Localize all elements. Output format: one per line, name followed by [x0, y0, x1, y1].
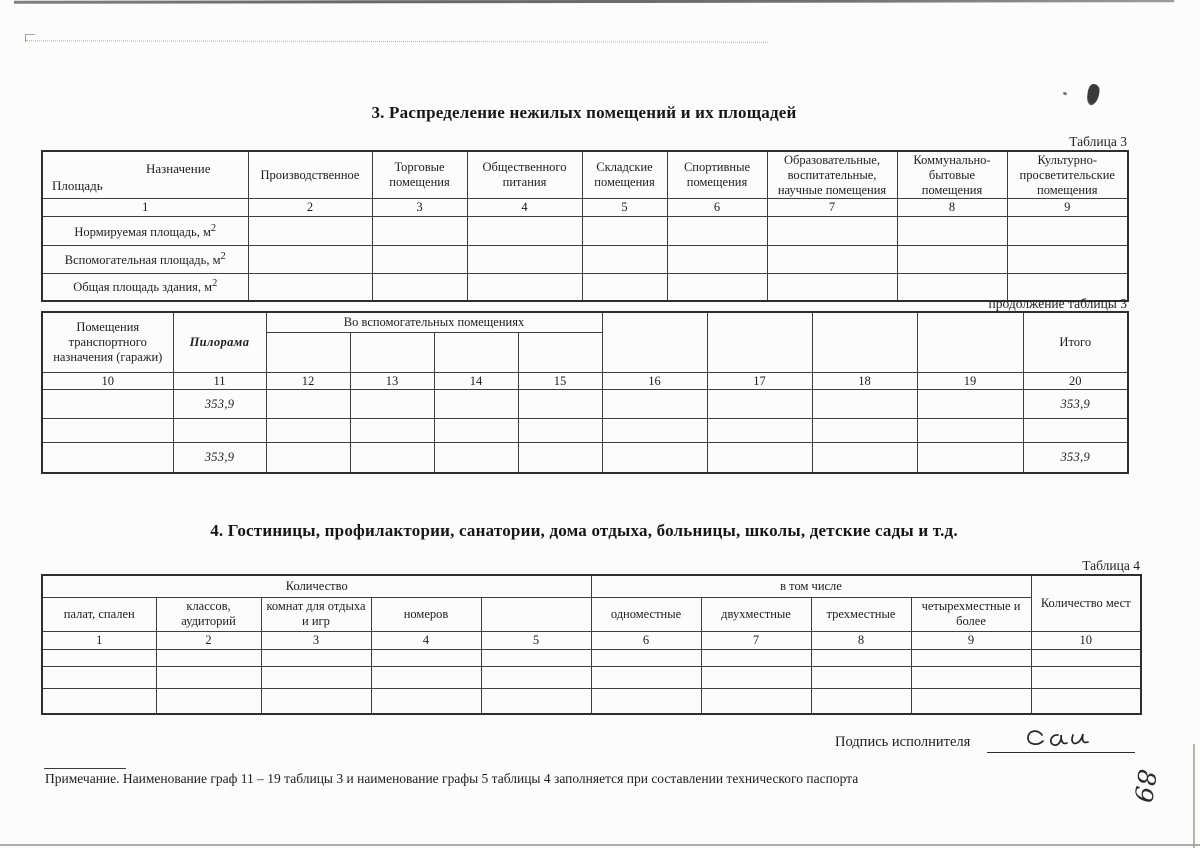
t3c-empty-cell: [42, 443, 173, 473]
t3-col-number: 4: [467, 199, 582, 217]
t3-col-number: 2: [248, 199, 372, 217]
t4-col-number: 2: [156, 631, 261, 649]
t3c-empty-cell: [707, 419, 812, 443]
t3c-total-header: Итого: [1023, 312, 1128, 372]
table3-distribution: [41, 150, 1129, 302]
t3-empty-cell: [582, 217, 667, 246]
t3c-empty-cell: [350, 443, 434, 473]
ink-blot-mark: [1087, 83, 1101, 104]
corner-purpose-label: Назначение: [146, 160, 211, 176]
t4-empty-cell: [1031, 649, 1141, 666]
corner-header-cell: [42, 151, 248, 199]
t4-sub-header: четырехместные и более: [911, 597, 1031, 631]
row-label-sup: 2: [210, 222, 217, 234]
t4-col-number: 9: [911, 631, 1031, 649]
t4-col-number: 7: [701, 631, 811, 649]
t3c-empty-cell: [518, 443, 602, 473]
handwritten-page-number: 89: [1127, 767, 1162, 806]
t3-col-number: 3: [372, 199, 467, 217]
t3-empty-cell: [467, 246, 582, 274]
t3-col-header: Спортивные помещения: [667, 151, 767, 199]
t3c-empty-cell: [42, 390, 173, 419]
t3c-total-value: 353,9: [1023, 390, 1128, 419]
t3c-empty-cell: [266, 390, 350, 419]
t3c-empty-cell: [917, 443, 1023, 473]
t3c-col-number: 20: [1023, 372, 1128, 390]
t4-places-header: Количество мест: [1031, 575, 1141, 631]
t3c-pilorama-header: Пилорама: [173, 312, 266, 372]
scan-corner-mark-artifact: [25, 34, 35, 42]
scan-bottom-edge-artifact: [0, 844, 1200, 846]
t3-empty-cell: [767, 246, 897, 274]
t3c-empty-cell: [812, 443, 917, 473]
t4-empty-cell: [42, 688, 156, 714]
t4-empty-cell: [261, 666, 371, 688]
t4-sub-header: комнат для отдыха и игр: [261, 597, 371, 631]
t4-empty-cell: [481, 688, 591, 714]
t3c-aux-sub-cell: [434, 332, 518, 372]
t3c-aux-span-header: Во вспомогательных помещениях: [266, 312, 602, 332]
t4-col-number: 3: [261, 631, 371, 649]
executor-signature: [1022, 726, 1106, 759]
signature-squiggle-icon: [1022, 726, 1106, 754]
t4-col-number: 8: [811, 631, 911, 649]
t4-empty-cell: [42, 649, 156, 666]
t3c-pilorama-value: 353,9: [173, 390, 266, 419]
t4-empty-cell: [911, 666, 1031, 688]
t4-sub-header: одноместные: [591, 597, 701, 631]
t3c-empty-cell: [812, 390, 917, 419]
t3c-col-number: 19: [917, 372, 1023, 390]
t4-empty-cell: [156, 649, 261, 666]
t3c-total-value: 353,9: [1023, 443, 1128, 473]
t4-empty-cell: [481, 649, 591, 666]
row-label-sup: 2: [220, 251, 226, 263]
t4-empty-cell: [811, 649, 911, 666]
t4-group-including-header: в том числе: [591, 575, 1031, 597]
t3-empty-cell: [897, 217, 1007, 246]
t4-sub-header: [481, 597, 591, 631]
table4-label: Таблица 4: [1082, 558, 1140, 573]
t3c-col-number: 12: [266, 372, 350, 390]
t4-empty-cell: [911, 688, 1031, 714]
row-label-sup: 2: [212, 278, 218, 290]
t4-col-number: 4: [371, 631, 481, 649]
t3c-col-number: 14: [434, 372, 518, 390]
t3-empty-cell: [372, 246, 467, 274]
t3c-garage-header: Помещения транспортного назначения (гаражи): [42, 312, 173, 372]
t3c-empty-cell: [266, 443, 350, 473]
table3-label: Таблица 3: [1069, 134, 1127, 149]
row-label-text: Общая площадь здания, м: [73, 280, 213, 295]
t4-empty-cell: [701, 688, 811, 714]
t4-empty-cell: [156, 688, 261, 714]
t3c-blank-header: [917, 312, 1023, 372]
t4-empty-cell: [811, 666, 911, 688]
t3c-col-number: 18: [812, 372, 917, 390]
scan-top-edge-artifact: [14, 0, 1174, 4]
t3-col-number: 7: [767, 199, 897, 217]
t3-empty-cell: [667, 217, 767, 246]
t3-col-header: Производственное: [248, 151, 372, 199]
t3c-empty-cell: [707, 390, 812, 419]
t3c-empty-cell: [707, 443, 812, 473]
t4-sub-header: двухместные: [701, 597, 811, 631]
t3-empty-cell: [767, 217, 897, 246]
t3c-aux-sub-cell: [350, 332, 434, 372]
t4-empty-cell: [701, 649, 811, 666]
t3-empty-cell: [248, 217, 372, 246]
t4-empty-cell: [42, 666, 156, 688]
t3c-empty-cell: [434, 419, 518, 443]
t4-empty-cell: [261, 688, 371, 714]
t3c-aux-sub-cell: [266, 332, 350, 372]
t3-empty-cell: [1007, 246, 1128, 274]
t3c-col-number: 11: [173, 372, 266, 390]
corner-area-label: Площадь: [52, 178, 103, 194]
t3-col-number: 6: [667, 199, 767, 217]
t3c-pilorama-value: 353,9: [173, 443, 266, 473]
scan-right-edge-artifact: [1193, 744, 1195, 848]
table3-continuation-label: продолжение таблицы 3: [988, 296, 1127, 311]
t3c-empty-cell: [434, 443, 518, 473]
t3c-aux-sub-cell: [518, 332, 602, 372]
t3-row-label: [42, 246, 248, 274]
t3-col-number: 9: [1007, 199, 1128, 217]
t3c-empty-cell: [917, 390, 1023, 419]
t4-group-quantity-header: Количество: [42, 575, 591, 597]
t3-empty-cell: [467, 217, 582, 246]
row-label-text: Нормируемая площадь, м: [74, 224, 211, 239]
t4-empty-cell: [1031, 666, 1141, 688]
t4-col-number: 1: [42, 631, 156, 649]
t3-col-header: Торговые помещения: [372, 151, 467, 199]
t3-col-header: Образовательные, воспитательные, научные помещения: [767, 151, 897, 199]
t3-row-label: [42, 217, 248, 246]
t3c-empty-cell: [350, 390, 434, 419]
t3c-empty-cell: [602, 443, 707, 473]
t4-empty-cell: [371, 649, 481, 666]
t4-empty-cell: [701, 666, 811, 688]
note-underline: [44, 768, 126, 769]
t3-col-header: Культурно-просветительские помещения: [1007, 151, 1128, 199]
t4-empty-cell: [1031, 688, 1141, 714]
t4-sub-header: классов, аудиторий: [156, 597, 261, 631]
scan-dotted-line-artifact: [26, 40, 768, 43]
t4-empty-cell: [481, 666, 591, 688]
t3c-empty-cell: [602, 390, 707, 419]
t4-empty-cell: [591, 649, 701, 666]
t3c-col-number: 17: [707, 372, 812, 390]
t4-empty-cell: [811, 688, 911, 714]
t4-empty-cell: [911, 649, 1031, 666]
t3-empty-cell: [667, 246, 767, 274]
t3c-empty-cell: [812, 419, 917, 443]
section3-title: 3. Распределение нежилых помещений и их площадей: [371, 103, 797, 122]
t3c-empty-cell: [917, 419, 1023, 443]
t3-empty-cell: [582, 246, 667, 274]
t3c-blank-header: [812, 312, 917, 372]
t3-col-number: 1: [42, 199, 248, 217]
table3-continuation: [41, 311, 1129, 474]
t4-empty-cell: [261, 649, 371, 666]
t3c-empty-cell: [434, 390, 518, 419]
t3-empty-cell: [897, 246, 1007, 274]
t3c-col-number: 16: [602, 372, 707, 390]
t4-col-number: 10: [1031, 631, 1141, 649]
t4-empty-cell: [371, 688, 481, 714]
t3c-empty-cell: [602, 419, 707, 443]
t4-sub-header: номеров: [371, 597, 481, 631]
executor-signature-label: Подпись исполнителя: [835, 734, 971, 750]
t3c-pilorama-value: [173, 419, 266, 443]
t3-col-number: 8: [897, 199, 1007, 217]
t3-empty-cell: [372, 217, 467, 246]
t4-col-number: 6: [591, 631, 701, 649]
t4-col-number: 5: [481, 631, 591, 649]
t3-col-header: Коммунально-бытовые помещения: [897, 151, 1007, 199]
t3c-empty-cell: [518, 390, 602, 419]
t3c-empty-cell: [350, 419, 434, 443]
t3c-col-number: 13: [350, 372, 434, 390]
t4-empty-cell: [371, 666, 481, 688]
t4-sub-header: палат, спален: [42, 597, 156, 631]
t3c-col-number: 15: [518, 372, 602, 390]
t4-empty-cell: [156, 666, 261, 688]
table4-hotels: [41, 574, 1142, 715]
t3c-blank-header: [602, 312, 707, 372]
t3c-empty-cell: [42, 419, 173, 443]
row-label-text: Вспомогательная площадь, м: [64, 253, 221, 268]
footnote: Примечание. Наименование граф 11 – 19 таблицы 3 и наименование графы 5 таблицы 4 заполняется при составлении технического паспорта: [45, 771, 859, 786]
t3-empty-cell: [1007, 217, 1128, 246]
t3-empty-cell: [248, 246, 372, 274]
t3c-col-number: 10: [42, 372, 173, 390]
t3-col-header: Общественного питания: [467, 151, 582, 199]
t3c-blank-header: [707, 312, 812, 372]
t3c-empty-cell: [266, 419, 350, 443]
t4-empty-cell: [591, 666, 701, 688]
t3-col-header: Складские помещения: [582, 151, 667, 199]
t3-col-number: 5: [582, 199, 667, 217]
ink-dot-mark: [1063, 91, 1068, 95]
section4-title: 4. Гостиницы, профилактории, санатории, дома отдыха, больницы, школы, детские сады и т.д.: [210, 521, 958, 540]
t3c-total-value: [1023, 419, 1128, 443]
t4-empty-cell: [591, 688, 701, 714]
t4-sub-header: трехместные: [811, 597, 911, 631]
t3c-empty-cell: [518, 419, 602, 443]
